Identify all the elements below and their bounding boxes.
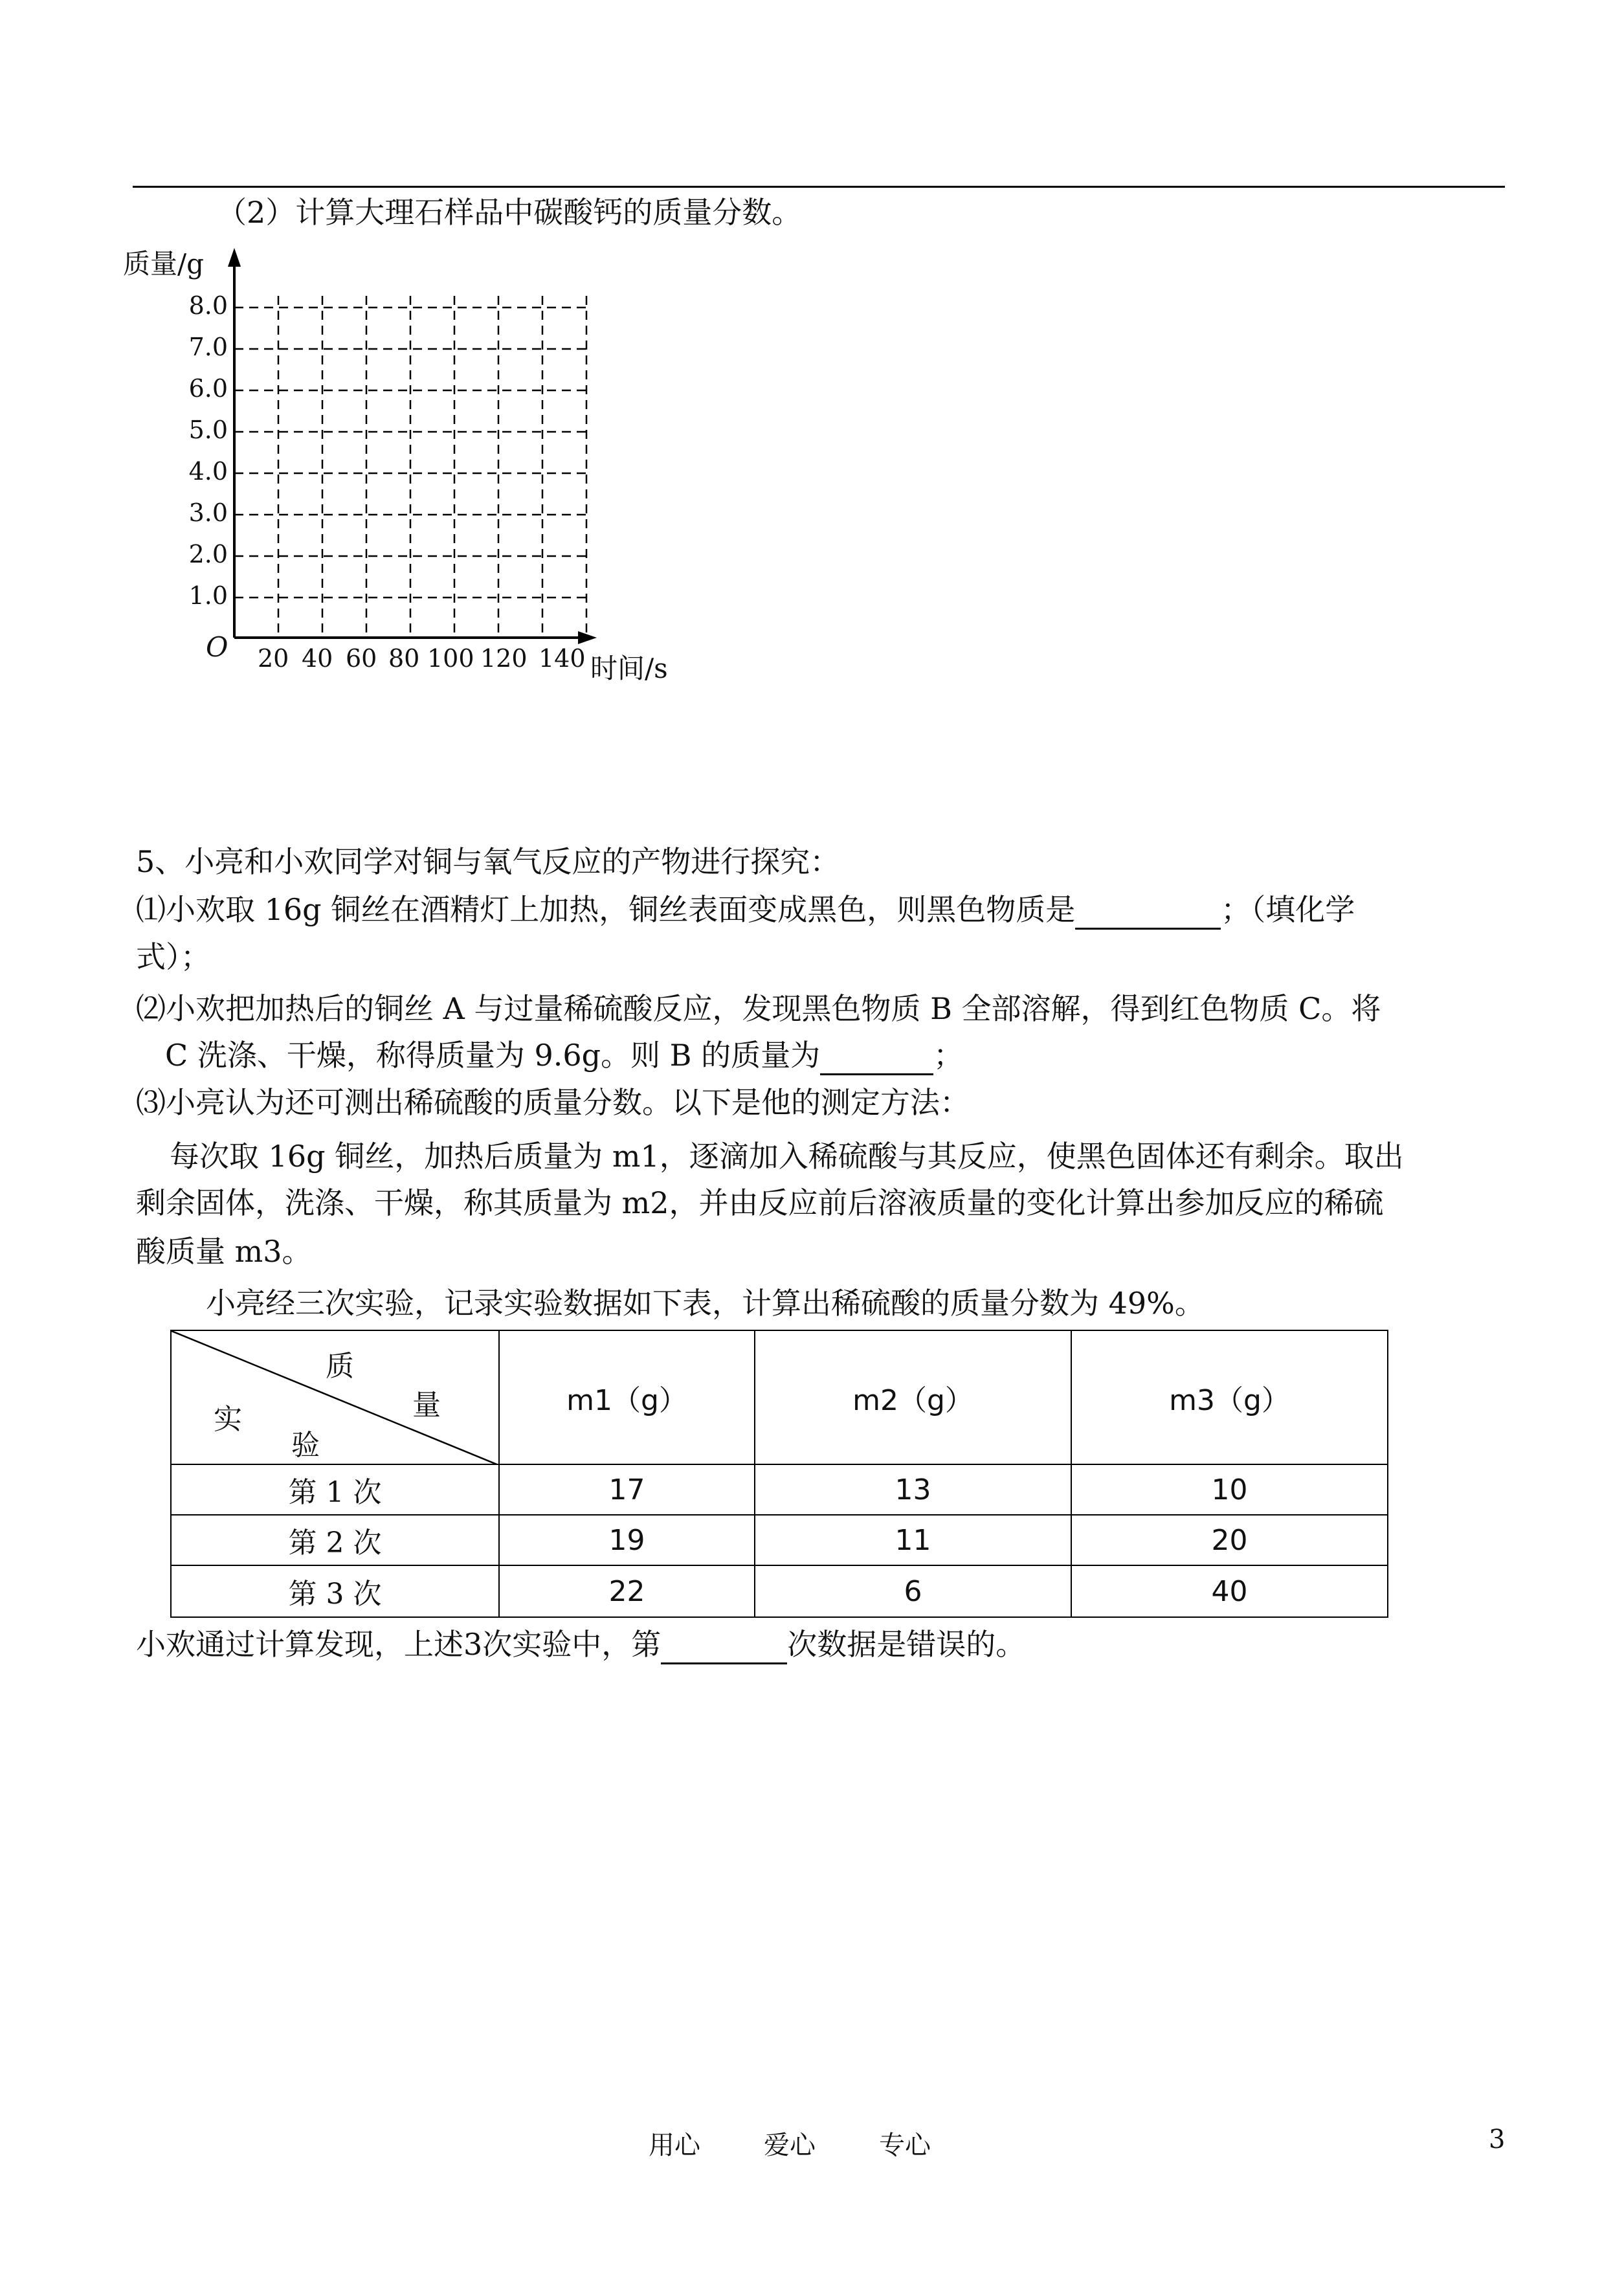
footer-motto-2: 爱心 — [764, 2131, 816, 2160]
x-tick-label: 120 — [480, 644, 528, 673]
cell-m1: 17 — [499, 1464, 755, 1515]
q5-part1-suffix: ；（填化学 — [1221, 892, 1355, 927]
q5-part1-line1 — [136, 891, 1355, 930]
table-corner-cell — [171, 1330, 499, 1464]
cell-m3: 40 — [1071, 1565, 1388, 1617]
corner-label-right: 量 — [412, 1389, 441, 1422]
cell-m2: 13 — [755, 1464, 1071, 1515]
origin-label: O — [206, 631, 228, 663]
corner-label-bottom: 验 — [291, 1429, 320, 1462]
y-axis-label: 质量/g — [123, 248, 205, 280]
q5-method-line2: 剩余固体，洗涤、干燥，称其质量为 m2，并由反应前后溶液质量的变化计算出参加反应的稀硫 — [136, 1185, 1384, 1220]
y-tick-label: 3.0 — [188, 498, 228, 527]
table-row — [171, 1565, 1388, 1617]
cell-m1: 22 — [499, 1565, 755, 1617]
footer-motto-3: 专心 — [879, 2131, 931, 2160]
x-tick-label: 40 — [302, 644, 333, 673]
answer-blank-2[interactable] — [820, 1037, 933, 1075]
y-tick-label: 1.0 — [188, 581, 228, 610]
y-axis-arrow-icon — [228, 248, 241, 267]
x-axis-label: 时间/s — [590, 653, 668, 684]
q5-intro: 5、小亮和小欢同学对铜与氧气反应的产物进行探究： — [136, 844, 840, 879]
q5-part2-line2 — [165, 1037, 963, 1075]
corner-label-top: 质 — [326, 1350, 354, 1383]
x-tick-label: 140 — [539, 644, 586, 673]
q5-part2-line1: ⑵小欢把加热后的铜丝 A 与过量稀硫酸反应，发现黑色物质 B 全部溶解，得到红色物质 C。将 — [136, 991, 1381, 1026]
q5-part3-line1: ⑶小亮认为还可测出稀硫酸的质量分数。以下是他的测定方法： — [136, 1085, 970, 1120]
table-row — [171, 1464, 1388, 1515]
x-tick-label: 100 — [427, 644, 474, 673]
footer-motto-1: 用心 — [649, 2131, 700, 2160]
q5-method-line1: 每次取 16g 铜丝，加热后质量为 m1，逐滴加入稀硫酸与其反应，使黑色固体还有剩余。取出 — [170, 1139, 1404, 1174]
y-tick-label: 6.0 — [188, 374, 228, 403]
conclusion-line — [136, 1626, 1025, 1664]
x-tick-label: 80 — [388, 644, 420, 673]
blank-graph-grid — [0, 0, 712, 712]
x-axis-arrow-icon — [578, 631, 597, 644]
y-tick-label: 5.0 — [188, 416, 228, 444]
cell-m1: 19 — [499, 1515, 755, 1565]
page-number: 3 — [1489, 2125, 1506, 2154]
header-m2: m2（g） — [755, 1330, 1071, 1464]
q5-part1-line2: 式）； — [136, 939, 210, 974]
q5-method-line3: 酸质量 m3。 — [136, 1234, 312, 1269]
y-tick-label: 7.0 — [188, 333, 228, 361]
header-m1: m1（g） — [499, 1330, 755, 1464]
table-intro: 小亮经三次实验，记录实验数据如下表，计算出稀硫酸的质量分数为 49%。 — [206, 1286, 1205, 1321]
cell-m2: 6 — [755, 1565, 1071, 1617]
y-tick-label: 4.0 — [188, 457, 228, 486]
table-row — [171, 1515, 1388, 1565]
table-header-row — [171, 1330, 1388, 1464]
corner-label-left: 实 — [214, 1403, 242, 1436]
row-label: 第 1 次 — [171, 1464, 499, 1515]
x-tick-label: 20 — [258, 644, 289, 673]
conclusion-suffix: 次数据是错误的。 — [787, 1627, 1026, 1662]
row-label: 第 3 次 — [171, 1565, 499, 1617]
cell-m3: 10 — [1071, 1464, 1388, 1515]
q5-part2-text: C 洗涤、干燥，称得质量为 9.6g。则 B 的质量为 — [165, 1038, 821, 1073]
cell-m2: 11 — [755, 1515, 1071, 1565]
conclusion-text: 小欢通过计算发现，上述3次实验中，第 — [136, 1627, 662, 1662]
q5-part1-text: ⑴小欢取 16g 铜丝在酒精灯上加热，铜丝表面变成黑色，则黑色物质是 — [136, 892, 1076, 927]
q5-part2-suffix: ； — [933, 1038, 964, 1073]
experiment-data-table — [170, 1330, 1388, 1618]
row-label: 第 2 次 — [171, 1515, 499, 1565]
header-m3: m3（g） — [1071, 1330, 1388, 1464]
cell-m3: 20 — [1071, 1515, 1388, 1565]
y-tick-label: 8.0 — [188, 291, 228, 320]
answer-blank-3[interactable] — [661, 1626, 787, 1664]
answer-blank-1[interactable] — [1075, 891, 1221, 930]
part2-question: （2）计算大理石样品中碳酸钙的质量分数。 — [217, 195, 802, 230]
y-tick-label: 2.0 — [188, 540, 228, 568]
x-tick-label: 60 — [346, 644, 377, 673]
